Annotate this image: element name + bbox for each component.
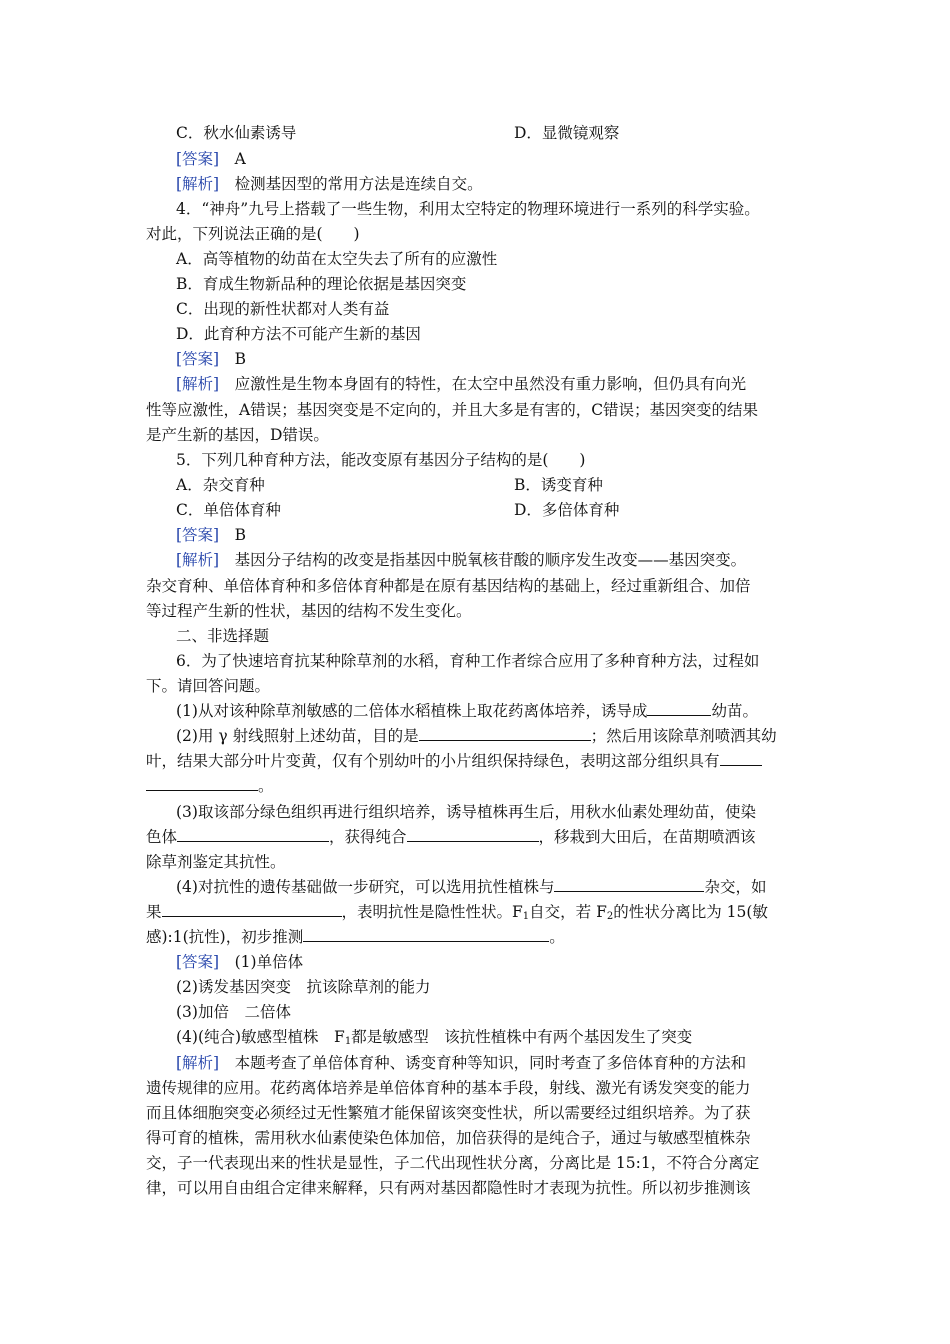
- fill-blank: [162, 899, 342, 917]
- q6-part2-end: 。: [258, 777, 274, 795]
- q6-part4-text-f: 自交，若 F: [529, 903, 607, 921]
- answer-value: B: [234, 350, 247, 368]
- analysis-tag: [解析]: [176, 551, 220, 569]
- q6-part3-line3: 除草剂鉴定其抗性。: [146, 853, 286, 871]
- q5-analysis-line2: 杂交育种、单倍体育种和多倍体育种都是在原有基因结构的基础上，经过重新组合、加倍: [146, 577, 751, 595]
- analysis-tag: [解析]: [176, 175, 220, 193]
- q6-part4-text-c: 果: [146, 903, 162, 921]
- q6-part4-text: (4)对抗性的遗传基础做一步研究，可以选用抗性植株与: [176, 878, 555, 896]
- q6-part4-text-i: 感):1(抗性)，初步推测: [146, 928, 304, 946]
- answer-value: B: [234, 526, 247, 544]
- q6-analysis-line6: 律，可以用自由组合定律来解释，只有两对基因都隐性时才表现为抗性。所以初步推测该: [146, 1179, 751, 1197]
- q6-part2-text-b: ；然后用该除草剂喷洒其幼: [590, 727, 777, 745]
- q6-part3-text-d: ，移栽到大田后，在苗期喷洒该: [538, 828, 756, 846]
- analysis-text: 基因分子结构的改变是指基因中脱氧核苷酸的顺序发生改变——基因突变。: [234, 551, 747, 569]
- q3-analysis: [176, 171, 846, 197]
- answer-tag: [答案]: [176, 526, 220, 544]
- q5-option-c: C．单倍体育种: [176, 501, 281, 519]
- q6-part1-end: 幼苗。: [711, 702, 758, 720]
- answer-value: (1)单倍体: [234, 953, 304, 971]
- q4-stem-line2: 对此，下列说法正确的是( ): [146, 225, 360, 243]
- q6-part2-line1: [176, 723, 846, 749]
- q5-answer: [176, 522, 846, 548]
- fill-blank: [177, 824, 329, 842]
- fill-blank: [554, 874, 704, 892]
- answer-tag: [答案]: [176, 953, 220, 971]
- q5-stem: 5．下列几种育种方法，能改变原有基因分子结构的是( ): [176, 451, 586, 469]
- q6-part4-line3: [146, 924, 816, 950]
- subscript: 2: [606, 911, 614, 922]
- q4-analysis-line1: [176, 371, 846, 397]
- fill-blank: [407, 824, 539, 842]
- q5-analysis-line3: 等过程产生新的性状，基因的结构不发生变化。: [146, 602, 472, 620]
- fill-blank: [146, 773, 258, 791]
- q4-option-d: D．此育种方法不可能产生新的基因: [176, 325, 421, 343]
- q3-option-c: C．秋水仙素诱导: [176, 124, 297, 142]
- q6-part4-text-b: 杂交，如: [704, 878, 767, 896]
- analysis-text: 检测基因型的常用方法是连续自交。: [234, 175, 483, 193]
- q6-analysis-line5: 交，子一代表现出来的性状是显性，子二代出现性状分离，分离比是 15:1，不符合分离定: [146, 1154, 760, 1172]
- answer-value: A: [234, 150, 246, 168]
- q6-analysis-line1: [176, 1050, 846, 1076]
- answer-tag: [答案]: [176, 350, 220, 368]
- q6-part4-line2: [146, 899, 816, 925]
- q5-analysis-line1: [176, 547, 846, 573]
- q4-option-b: B．育成生物新品种的理论依据是基因突变: [176, 275, 467, 293]
- answer-text: (4)(纯合)敏感型植株 F: [176, 1028, 345, 1046]
- q4-answer: [176, 346, 846, 372]
- q4-analysis-line2: 性等应激性，A错误；基因突变是不定向的，并且大多是有害的，C错误；基因突变的结果: [146, 401, 759, 419]
- q6-stem-line1: 6．为了快速培育抗某种除草剂的水稻，育种工作者综合应用了多种育种方法，过程如: [176, 652, 760, 670]
- fill-blank: [419, 723, 591, 741]
- q5-options-row1: [176, 472, 846, 498]
- q6-analysis-line3: 而且体细胞突变必须经过无性繁殖才能保留该突变性状，所以需要经过组织培养。为了获: [146, 1104, 751, 1122]
- analysis-text: 应激性是生物本身固有的特性，在太空中虽然没有重力影响，但仍具有向光: [234, 375, 747, 393]
- q6-answer-line1: [176, 949, 846, 975]
- fill-blank: [647, 698, 711, 716]
- q6-part4-end: 。: [549, 928, 565, 946]
- subscript: 1: [344, 1036, 352, 1047]
- q4-analysis-line3: 是产生新的基因，D错误。: [146, 426, 329, 444]
- q6-part3-text-c: ，获得纯合: [329, 828, 407, 846]
- analysis-text: 本题考查了单倍体育种、诱变育种等知识，同时考查了多倍体育种的方法和: [234, 1054, 747, 1072]
- fill-blank: [720, 748, 762, 766]
- q6-part3-line1: (3)取该部分绿色组织再进行组织培养，诱导植株再生后，用秋水仙素处理幼苗，使染: [176, 803, 756, 821]
- q6-part1: [176, 698, 846, 724]
- q3-options-row: [176, 120, 846, 146]
- q6-analysis-line4: 得可育的植株，需用秋水仙素使染色体加倍，加倍获得的是纯合子，通过与敏感型植株杂: [146, 1129, 751, 1147]
- q3-option-d: D．显微镜观察: [514, 124, 620, 142]
- analysis-tag: [解析]: [176, 1054, 220, 1072]
- analysis-tag: [解析]: [176, 375, 220, 393]
- subscript: 1: [522, 911, 530, 922]
- q6-part2-text-c: 叶，结果大部分叶片变黄，仅有个别幼叶的小片组织保持绿色，表明这部分组织具有: [146, 752, 720, 770]
- q4-stem-line1: 4．“神舟”九号上搭载了一些生物，利用太空特定的物理环境进行一系列的科学实验。: [176, 200, 760, 218]
- q5-options-row2: [176, 497, 846, 523]
- q3-answer: [176, 146, 846, 172]
- answer-tag: [答案]: [176, 150, 220, 168]
- q6-stem-line2: 下。请回答问题。: [146, 677, 271, 695]
- q6-answer-line3: (3)加倍 二倍体: [176, 1003, 291, 1021]
- q4-option-c: C．出现的新性状都对人类有益: [176, 300, 390, 318]
- q6-part2-line2: [146, 748, 816, 774]
- q6-answer-line2: (2)诱发基因突变 抗该除草剂的能力: [176, 978, 431, 996]
- answer-text-c: 都是敏感型 该抗性植株中有两个基因发生了突变: [351, 1028, 693, 1046]
- q6-part4-line1: [176, 874, 846, 900]
- q5-option-b: B．诱变育种: [514, 476, 603, 494]
- q6-part4-text-h: 的性状分离比为 15(敏: [613, 903, 768, 921]
- section-heading: 二、非选择题: [176, 627, 270, 645]
- q6-answer-line4: [176, 1024, 846, 1050]
- q6-part3-line2: [146, 824, 816, 850]
- q6-analysis-line2: 遗传规律的应用。花药离体培养是单倍体育种的基本手段，射线、激光有诱发突变的能力: [146, 1079, 751, 1097]
- q6-part2-text: (2)用 γ 射线照射上述幼苗，目的是: [176, 727, 419, 745]
- q4-option-a: A．高等植物的幼苗在太空失去了所有的应激性: [176, 250, 498, 268]
- fill-blank: [303, 924, 549, 942]
- q5-option-a: A．杂交育种: [176, 476, 265, 494]
- q6-part3-text: 色体: [146, 828, 178, 846]
- q5-option-d: D．多倍体育种: [514, 501, 620, 519]
- q6-part1-text: (1)从对该种除草剂敏感的二倍体水稻植株上取花药离体培养，诱导成: [176, 702, 648, 720]
- q6-part4-text-d: ，表明抗性是隐性性状。F: [341, 903, 523, 921]
- q6-part2-line3: [146, 773, 816, 799]
